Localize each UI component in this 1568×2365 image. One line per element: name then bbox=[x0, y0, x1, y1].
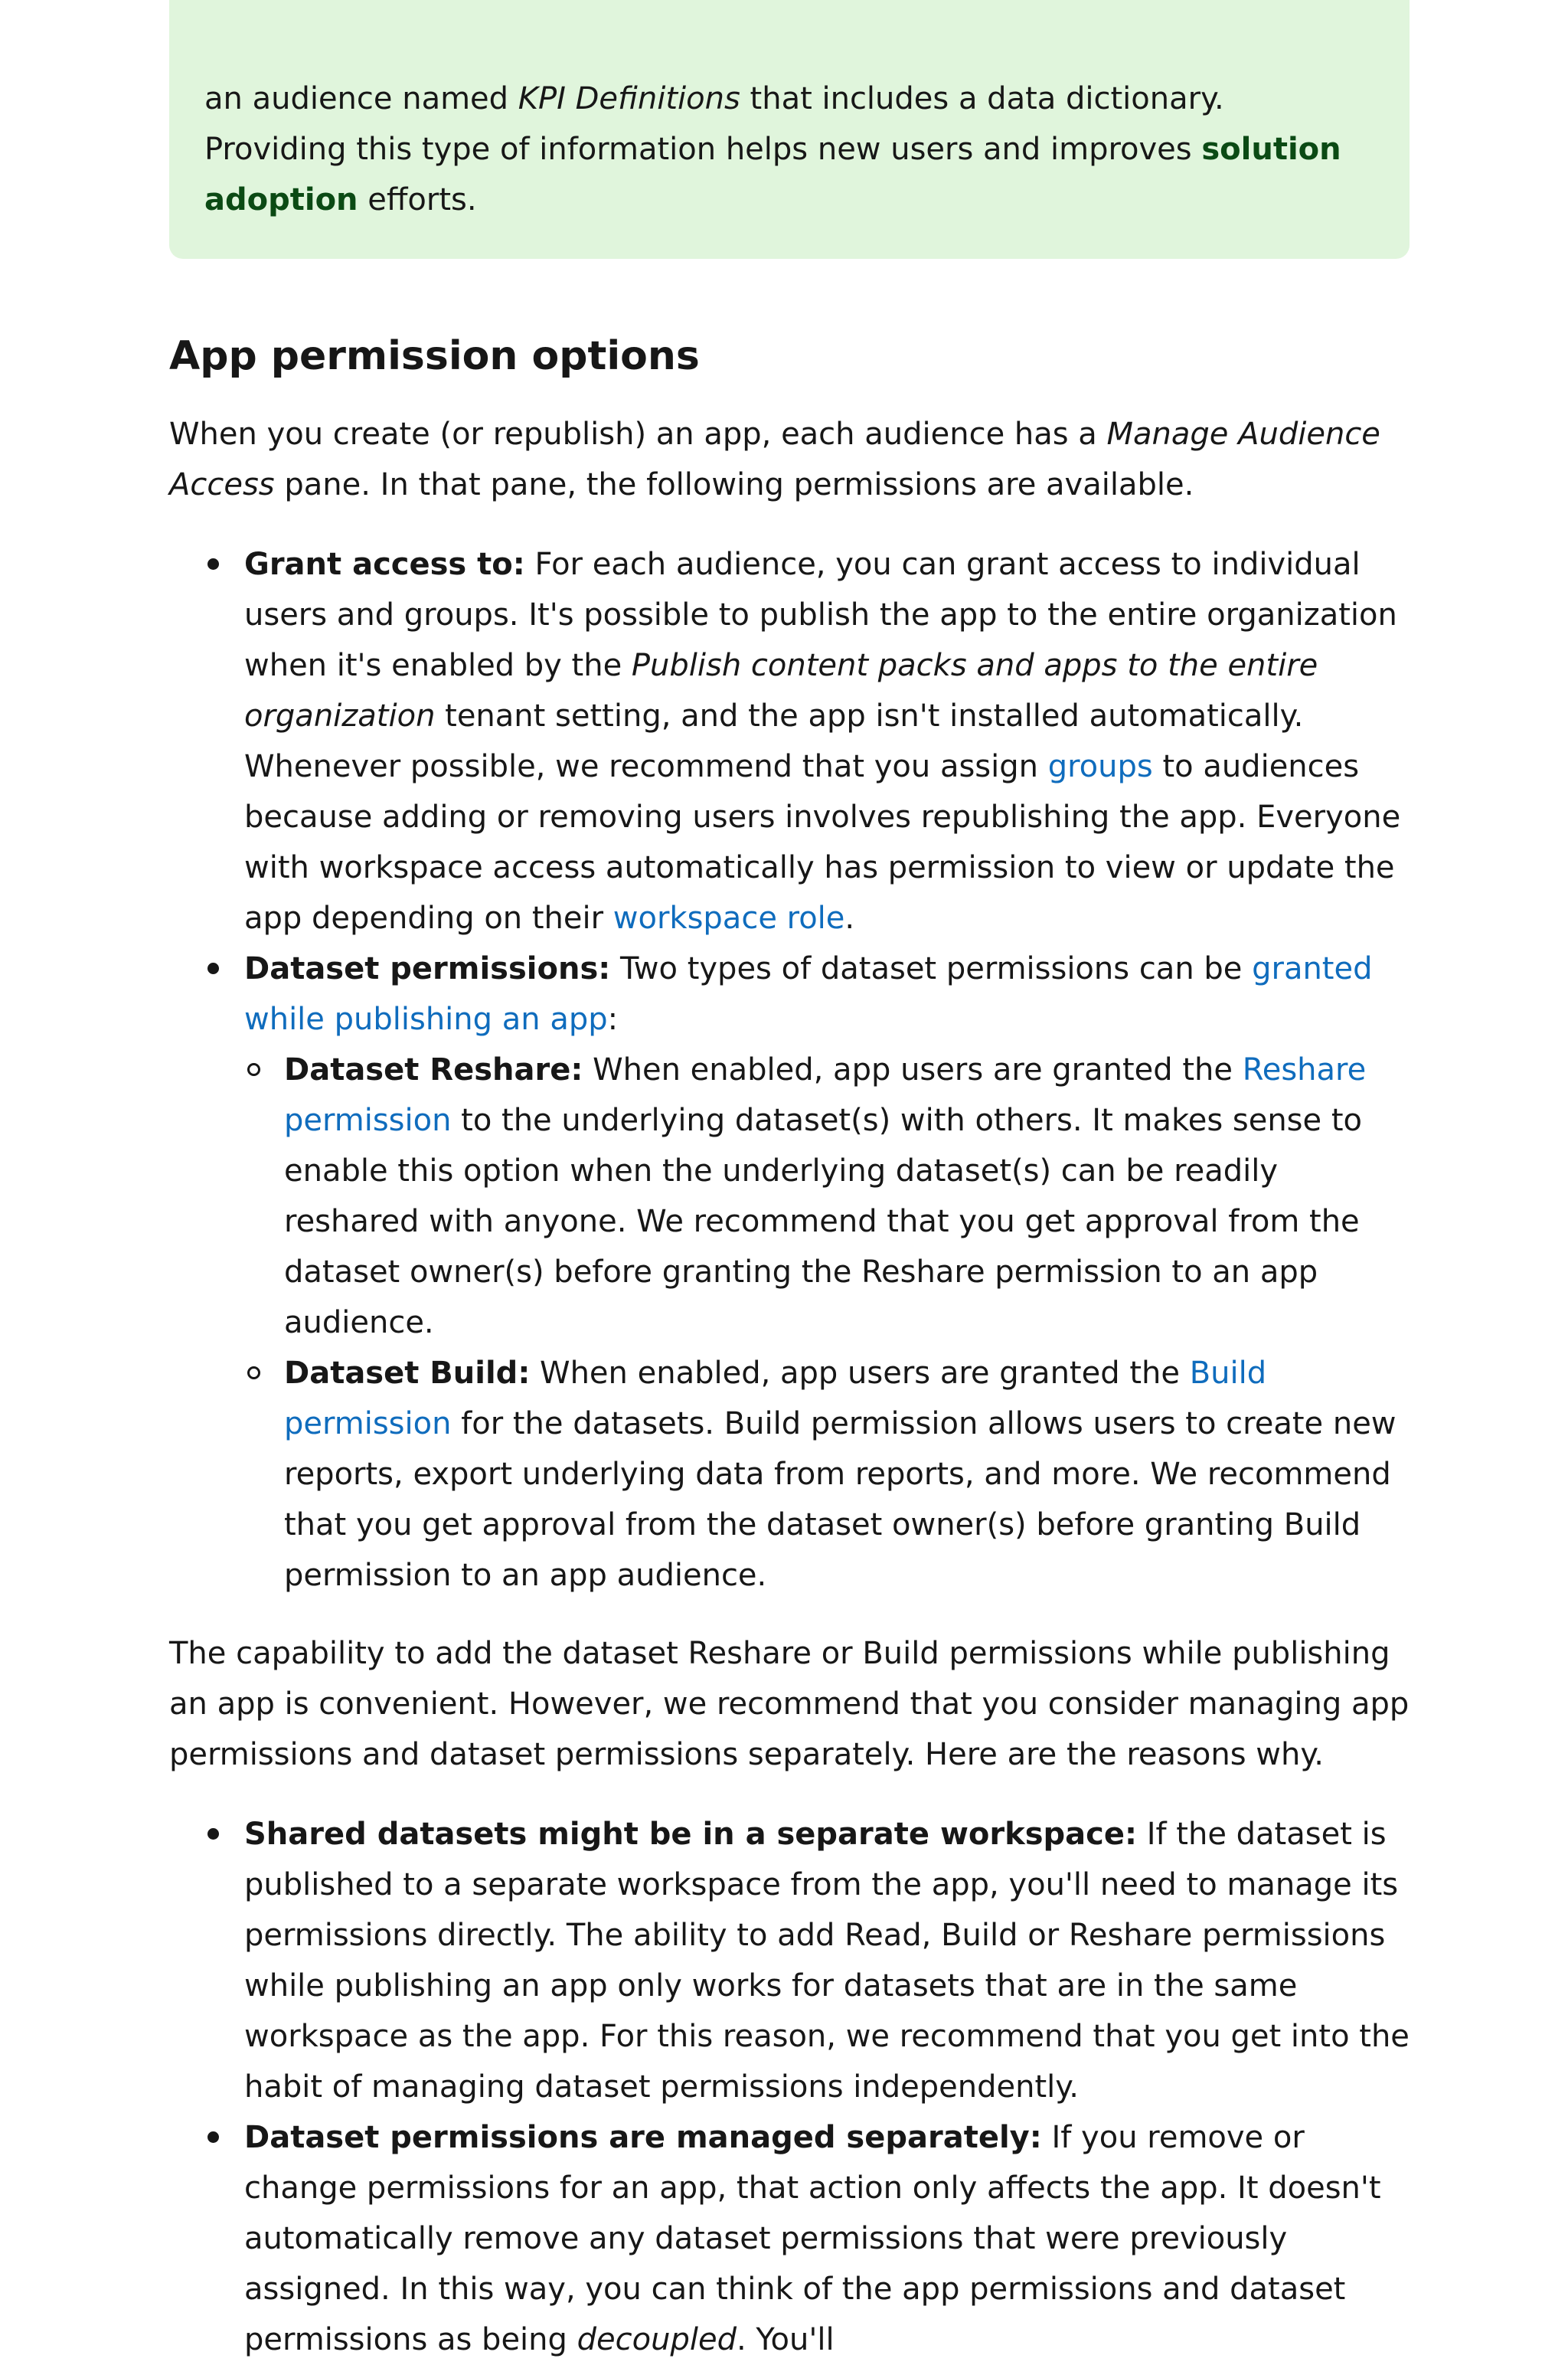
build-text-1: When enabled, app users are granted the bbox=[530, 1356, 1190, 1391]
dataset-text-1: Two types of dataset permissions can be bbox=[610, 951, 1253, 986]
reshare-permission-link[interactable]: Reshare permission bbox=[284, 1052, 1367, 1138]
shared-text: If the dataset is published to a separate workspace from the app, you'll need to manage its permissions directly. The ability to add Read, Build or Reshare permissions while publishing an app only works for datasets that are in the same workspace as the app. For this reason, we recommend that you get into the habit of managing dataset permissions independently. bbox=[244, 1817, 1410, 2105]
reasons-intro-paragraph: The capability to add the dataset Reshare or Build permissions while publishing an app is convenient. However, we recommend that you consider managing app permissions and dataset permissions separately. Here are the reasons why. bbox=[169, 1636, 1410, 1772]
separate-text-1: If you remove or change permissions for an app, that action only affects the app. It doesn't automatically remove any dataset permissions that were previously assigned. In this way, you can think of the app permissions and dataset permissions as being bbox=[244, 2120, 1381, 2357]
intro-paragraph bbox=[169, 409, 1410, 510]
article-content bbox=[169, 0, 1410, 2365]
tip-text-2: that includes a data dictionary. Providing this type of information helps new users and improves bbox=[204, 81, 1224, 167]
build-permission-link[interactable]: Build permission bbox=[284, 1356, 1267, 1441]
reshare-label: Dataset Reshare: bbox=[284, 1052, 583, 1088]
grant-text-3: to audiences because adding or removing users involves republishing the app. Everyone with workspace access automatically has permission to view or update the app depending on their bbox=[244, 749, 1401, 936]
shared-label: Shared datasets might be in a separate workspace: bbox=[244, 1817, 1137, 1852]
list-item-dataset-build bbox=[284, 1348, 1410, 1601]
intro-emphasis: Manage Audience Access bbox=[169, 417, 1380, 502]
tip-text-1: an audience named bbox=[204, 81, 518, 116]
dataset-permission-sublist bbox=[244, 1045, 1410, 1601]
groups-link[interactable]: groups bbox=[1047, 749, 1153, 784]
tip-callout bbox=[169, 0, 1410, 259]
permission-list bbox=[169, 539, 1410, 1601]
decoupled-emphasis: decoupled bbox=[577, 2322, 737, 2357]
list-item-shared-datasets bbox=[244, 1809, 1410, 2112]
build-label: Dataset Build: bbox=[284, 1356, 531, 1391]
build-text-2: for the datasets. Build permission allows users to create new reports, export underlying data from reports, and more. We recommend that you get approval from the dataset owner(s) before granting Build permission to an app audience. bbox=[284, 1406, 1396, 1593]
workspace-role-link[interactable]: workspace role bbox=[612, 901, 845, 936]
list-item-grant-access bbox=[244, 539, 1410, 944]
intro-text-1: When you create (or republish) an app, each audience has a bbox=[169, 417, 1107, 452]
tip-emphasis: KPI Definitions bbox=[518, 81, 740, 116]
separate-text-2: . You'll bbox=[736, 2322, 835, 2357]
grant-emphasis: Publish content packs and apps to the entire organization bbox=[244, 648, 1318, 734]
tip-text-3: efforts. bbox=[358, 182, 477, 218]
list-item-managed-separately bbox=[244, 2112, 1410, 2365]
list-item-dataset-permissions bbox=[244, 944, 1410, 1601]
reshare-text-1: When enabled, app users are granted the bbox=[583, 1052, 1243, 1088]
grant-label: Grant access to: bbox=[244, 547, 525, 582]
solution-adoption-text: solution adoption bbox=[204, 132, 1341, 218]
granted-while-publishing-link[interactable]: granted while publishing an app bbox=[244, 951, 1373, 1037]
dataset-label: Dataset permissions: bbox=[244, 951, 611, 986]
reshare-text-2: to the underlying dataset(s) with others. It makes sense to enable this option when the underlying dataset(s) can be readily reshared with anyone. We recommend that you get approval from the dataset owner(s) before granting the Reshare permission to an app audience. bbox=[284, 1103, 1362, 1340]
dataset-text-2: : bbox=[607, 1002, 619, 1037]
reasons-list bbox=[169, 1809, 1410, 2365]
list-item-dataset-reshare bbox=[284, 1045, 1410, 1348]
intro-text-2: pane. In that pane, the following permissions are available. bbox=[274, 467, 1194, 502]
separate-label: Dataset permissions are managed separately: bbox=[244, 2120, 1042, 2155]
section-heading: App permission options bbox=[169, 333, 700, 379]
grant-text-1: For each audience, you can grant access to individual users and groups. It's possible to publish the app to the entire organization when it's enabled by the bbox=[244, 547, 1397, 683]
grant-text-4: . bbox=[844, 901, 855, 936]
grant-text-2: tenant setting, and the app isn't installed automatically. Whenever possible, we recommend that you assign bbox=[244, 698, 1304, 784]
